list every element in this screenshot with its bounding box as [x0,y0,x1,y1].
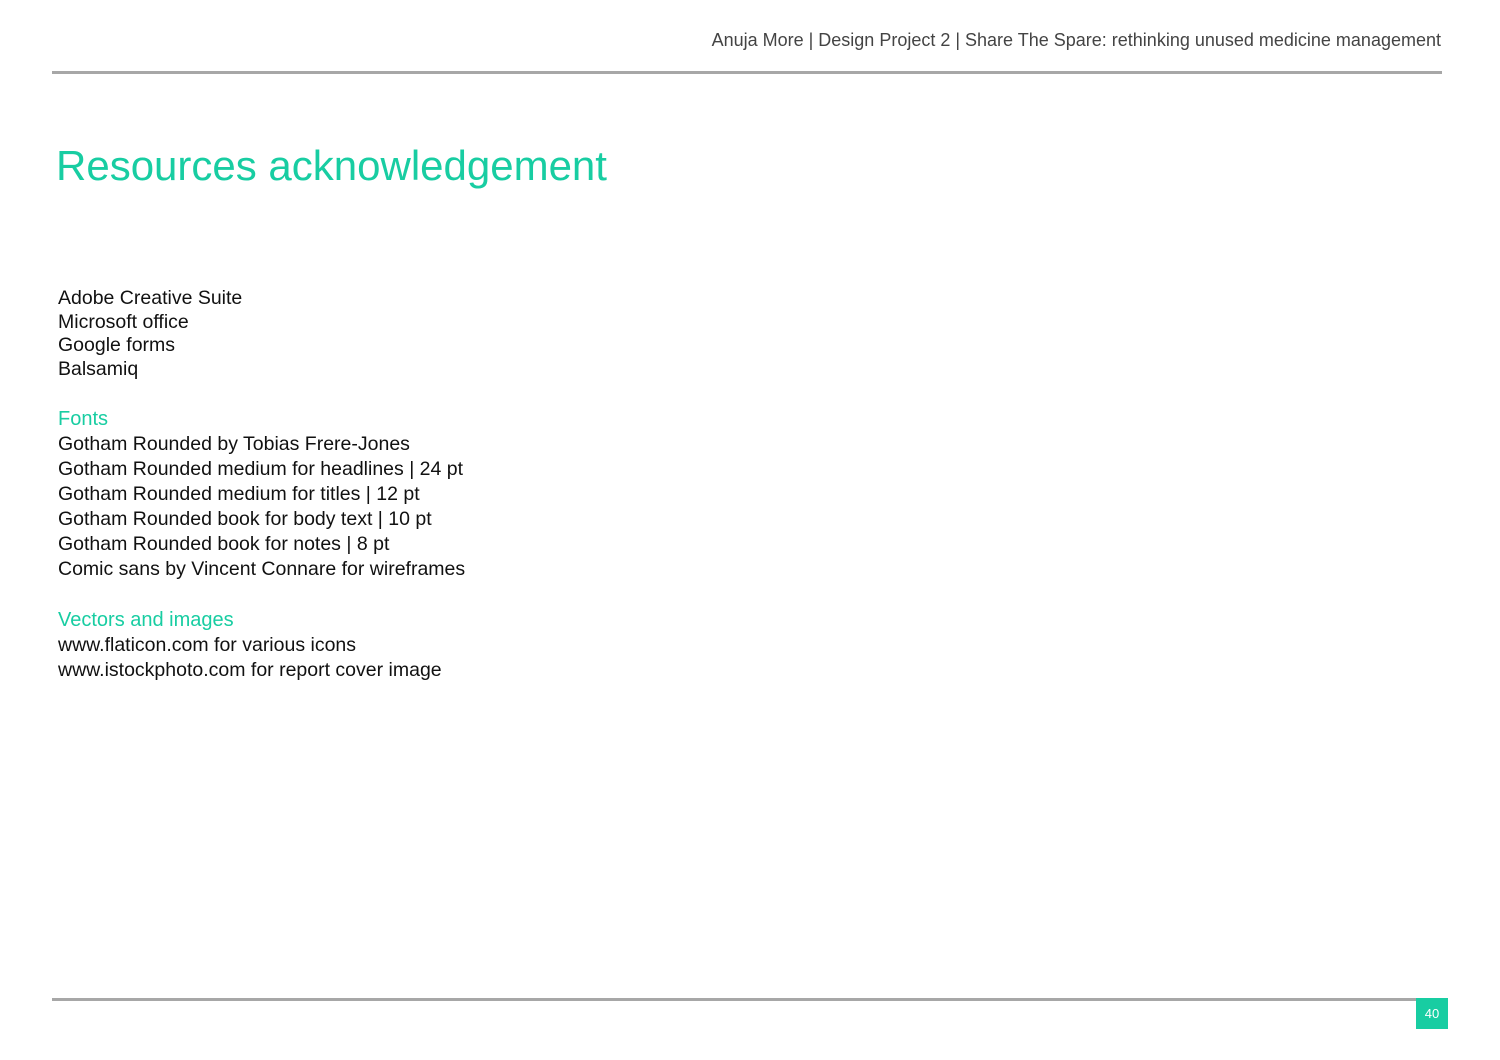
list-item: www.flaticon.com for various icons [58,634,357,656]
section-heading-fonts: Fonts [58,408,109,430]
section-heading-vectors: Vectors and images [58,609,234,631]
list-item: Gotham Rounded by Tobias Frere-Jones [58,433,410,455]
software-list [58,287,958,381]
list-item: Google forms [58,334,176,356]
list-item: Gotham Rounded book for body text | 10 pt [58,508,432,530]
fonts-section [58,407,958,582]
footer-divider [52,998,1442,1001]
list-item: Comic sans by Vincent Connare for wireframes [58,558,466,580]
page-title: Resources acknowledgement [56,142,607,189]
running-header: Anuja More | Design Project 2 | Share The Spare: rethinking unused medicine management [711,30,1441,50]
list-item: Adobe Creative Suite [58,287,243,309]
list-item: Gotham Rounded medium for headlines | 24 pt [58,458,464,480]
page-number-badge: 40 [1416,998,1448,1029]
list-item: Balsamiq [58,357,139,380]
header-divider [52,71,1442,74]
list-item: Gotham Rounded book for notes | 8 pt [58,533,390,555]
list-item: Microsoft office [58,310,189,333]
list-item: Gotham Rounded medium for titles | 12 pt [58,483,420,505]
acknowledgement-content [58,287,958,683]
vectors-section [58,608,958,683]
list-item: www.istockphoto.com for report cover image [58,659,442,681]
